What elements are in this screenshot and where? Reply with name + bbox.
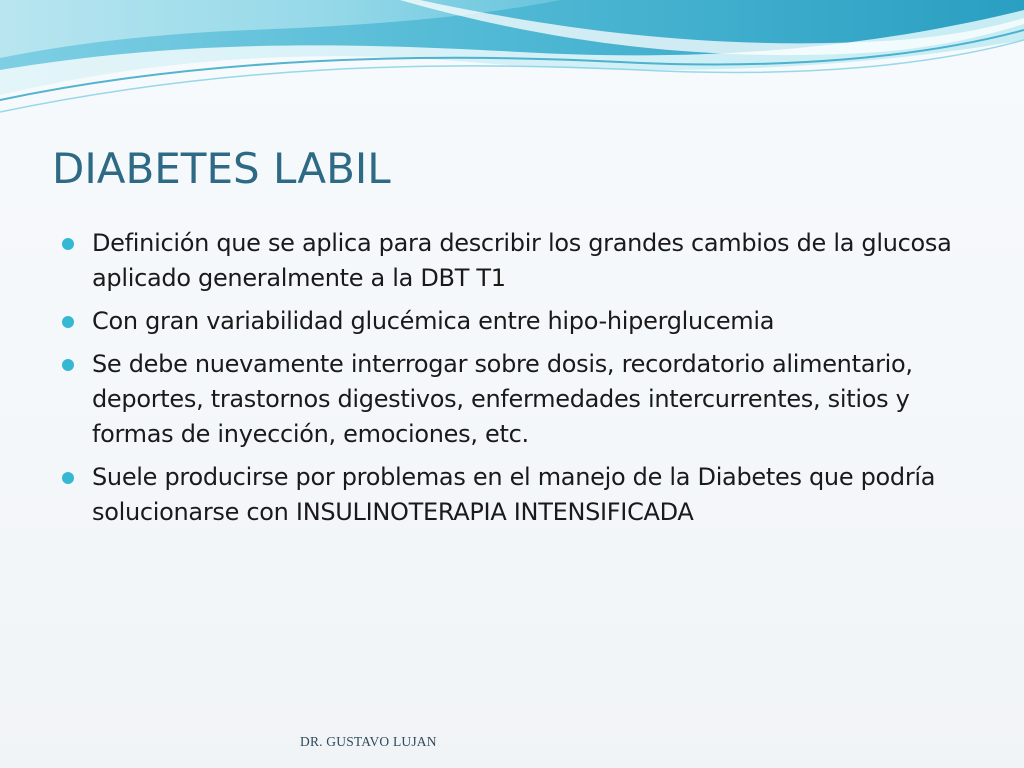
bullet-list [62,226,982,538]
bullet-item [62,226,982,296]
bullet-item [62,460,982,530]
bullet-text: Definición que se aplica para describir los grandes cambios de la glucosa aplicado generalmente a la DBT T1 [92,229,952,292]
bullet-dot-icon [62,472,74,484]
bullet-item [62,304,982,339]
bullet-text: Se debe nuevamente interrogar sobre dosis, recordatorio alimentario, deportes, trastornos digestivos, enfermedades intercurrentes, sitios y formas de inyección, emociones, etc. [92,350,913,448]
slide-title: DIABETES LABIL [52,144,391,193]
bullet-text: Suele producirse por problemas en el manejo de la Diabetes que podría solucionarse con INSULINOTERAPIA INTENSIFICADA [92,463,936,526]
bullet-text: Con gran variabilidad glucémica entre hipo-hiperglucemia [92,307,775,335]
footer-author: DR. GUSTAVO LUJAN [300,734,437,749]
bullet-dot-icon [62,359,74,371]
bullet-dot-icon [62,238,74,250]
bullet-dot-icon [62,316,74,328]
bullet-item [62,347,982,452]
header-wave-decoration [0,0,1024,130]
